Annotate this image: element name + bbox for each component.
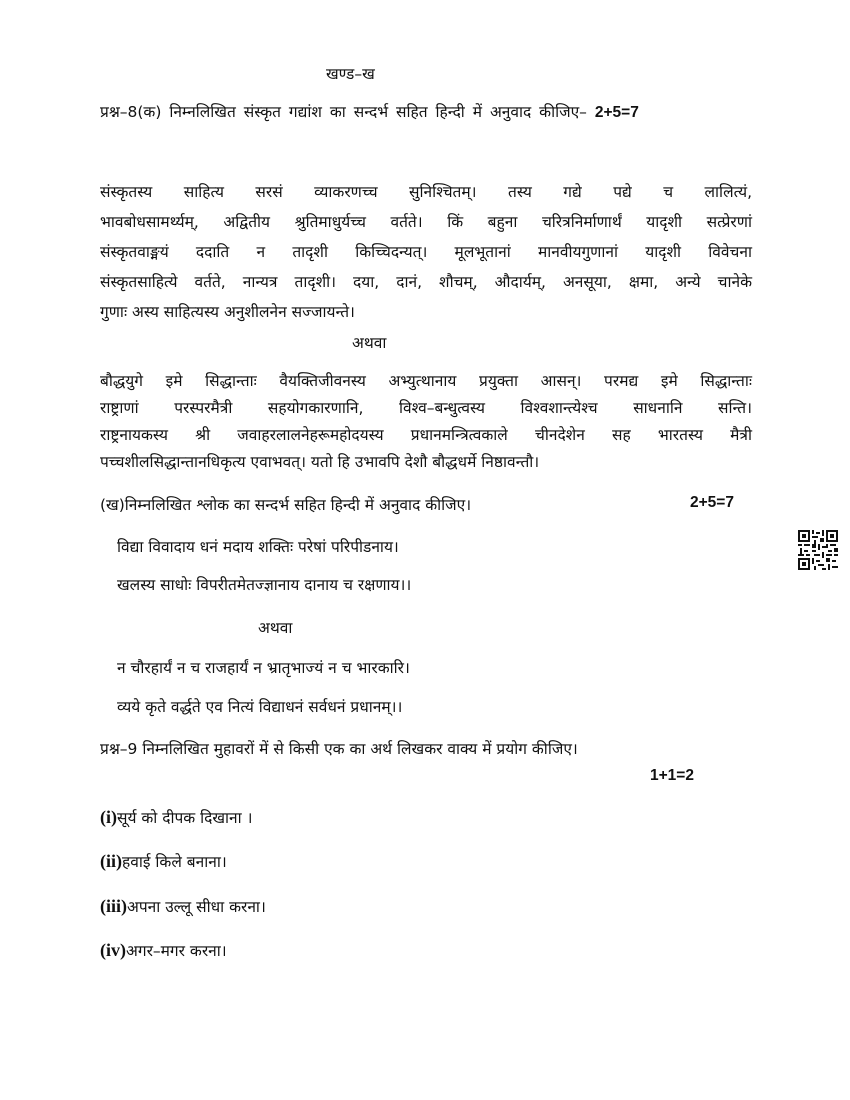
passage-1-line: संस्कृतवाङ्मयं ददाति न तादृशी किच्चिदन्यत्। मूलभूतानां मानवीयगुणानां यादृशी विवेचना bbox=[100, 243, 752, 261]
passage-1-line: संस्कृतसाहित्ये वर्तते, नान्यत्र तादृशी। दया, दानं, शौचम्, औदार्यम्, अनसूया, क्षमा, अन्ये चानेके bbox=[100, 273, 752, 291]
or-label: अथवा bbox=[352, 334, 387, 352]
idiom-item bbox=[100, 939, 227, 961]
idiom-item bbox=[100, 895, 266, 917]
idiom-item bbox=[100, 806, 252, 828]
idiom-number: (iii) bbox=[100, 896, 127, 916]
question-8-label: प्रश्न–8(क) निम्नलिखित संस्कृत गद्यांश का सन्दर्भ सहित हिन्दी में अनुवाद कीजिए– bbox=[100, 103, 587, 121]
idiom-number: (iv) bbox=[100, 940, 126, 960]
sanskrit-passage-2 bbox=[100, 369, 752, 474]
idiom-text: अगर–मगर करना। bbox=[126, 942, 227, 960]
idiom-text: अपना उल्लू सीधा करना। bbox=[127, 898, 266, 916]
passage-2-line: बौद्धयुगे इमे सिद्धान्ताः वैयक्तिजीवनस्य अभ्युत्थानाय प्रयुक्ता आसन्। परमद्य इमे सिद्धान्ताः bbox=[100, 372, 752, 390]
passage-2-line: पच्चशीलसिद्धान्तानधिकृत्य एवाभवत्। यतो हि उभावपि देशौ बौद्धधर्मे निष्ठावन्तौ। bbox=[100, 453, 540, 471]
shloka-line: खलस्य साधोः विपरीतमेतज्ज्ञानाय दानाय च रक्षणाय।। bbox=[117, 576, 412, 594]
shloka-line: न चौरहार्यं न च राजहार्यं न भ्रातृभाज्यं न च भारकारि। bbox=[117, 659, 410, 677]
sanskrit-passage-1 bbox=[100, 180, 752, 324]
qr-code-icon bbox=[798, 530, 838, 570]
passage-1-line: भावबोधसामर्थ्यम्, अद्वितीय श्रुतिमाधुर्यच्च वर्तते। किं बहुना चरित्रनिर्माणार्थं यादृशी सत्प्रेरणां bbox=[100, 213, 752, 231]
question-8-prompt bbox=[100, 100, 639, 122]
passage-2-line: राष्ट्राणां परस्परमैत्री सहयोगकारणानि, विश्व–बन्धुत्वस्य विश्वशान्त्येश्च साधनानि सन्ति। bbox=[100, 399, 752, 417]
shloka-line: विद्या विवादाय धनं मदाय शक्तिः परेषां परिपीडनाय। bbox=[117, 538, 399, 556]
question-8-kha-marks: 2+5=7 bbox=[690, 494, 734, 511]
question-9-label: प्रश्न–9 निम्नलिखित मुहावरों में से किसी एक का अर्थ लिखकर वाक्य में प्रयोग कीजिए। bbox=[100, 740, 578, 758]
idiom-number: (i) bbox=[100, 807, 117, 827]
passage-2-line: राष्ट्रनायकस्य श्री जवाहरलालनेहरूमहोदयस्य प्रधानमन्त्रित्वकाले चीनदेशेन सह भारतस्य मैत्री bbox=[100, 426, 752, 444]
idiom-number: (ii) bbox=[100, 851, 122, 871]
question-9-marks: 1+1=2 bbox=[650, 767, 694, 784]
shloka-line: व्यये कृते वर्द्धते एव नित्यं विद्याधनं सर्वधनं प्रधानम्।। bbox=[117, 698, 403, 716]
idiom-text: हवाई किले बनाना। bbox=[122, 853, 227, 871]
idiom-item bbox=[100, 850, 227, 872]
question-8-marks: 2+5=7 bbox=[594, 104, 639, 121]
passage-1-line: गुणाः अस्य साहित्यस्य अनुशीलनेन सज्जायन्ते। bbox=[100, 303, 355, 321]
section-heading: खण्ड–ख bbox=[326, 65, 375, 83]
question-8-kha-label: (ख)निम्नलिखित श्लोक का सन्दर्भ सहित हिन्दी में अनुवाद कीजिए। bbox=[100, 496, 472, 514]
passage-1-line: संस्कृतस्य साहित्य सरसं व्याकरणच्च सुनिश्चितम्। तस्य गद्ये पद्ये च लालित्यं, bbox=[100, 183, 752, 201]
or-label: अथवा bbox=[258, 619, 293, 637]
idiom-text: सूर्य को दीपक दिखाना । bbox=[117, 809, 253, 827]
